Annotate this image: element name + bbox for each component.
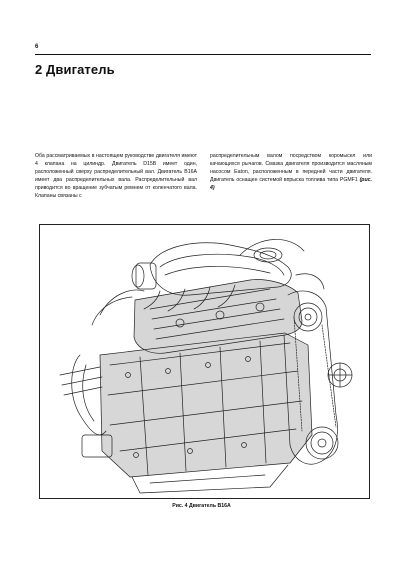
page-number: 6: [35, 44, 39, 50]
text-column-left: [35, 153, 197, 200]
paragraph-left: Оба рассматриваемых в настоящем руководстве двигателя имеют 4 клапана на цилиндр. Двигатель D15B имеет один, расположенный сверху распределительный вал. Двигатель B16A имеет два распределительных вала. Распределительный вал приводится во вращение зубчатым ремнем от коленчатого вала. Клапаны связаны с: [35, 153, 197, 199]
text-column-right: [210, 153, 372, 193]
figure-reference: (рис. 4): [210, 176, 372, 191]
figure-caption: Рис. 4 Двигатель B16A: [172, 503, 231, 509]
header-rule: [35, 54, 371, 55]
engine-illustration: [40, 225, 371, 500]
figure-frame: [39, 224, 370, 499]
paragraph-right: [210, 153, 372, 193]
chapter-title: 2 Двигатель: [35, 62, 115, 77]
paragraph-right-text: распределительным валом посредством коромысел или качающихся рычагов. Смазка двигателя производится масляным насосом Eaton, расположенным в передней части двигателя. Двигатель оснащен системой впрыска топлива типа PGMF1: [210, 153, 372, 183]
